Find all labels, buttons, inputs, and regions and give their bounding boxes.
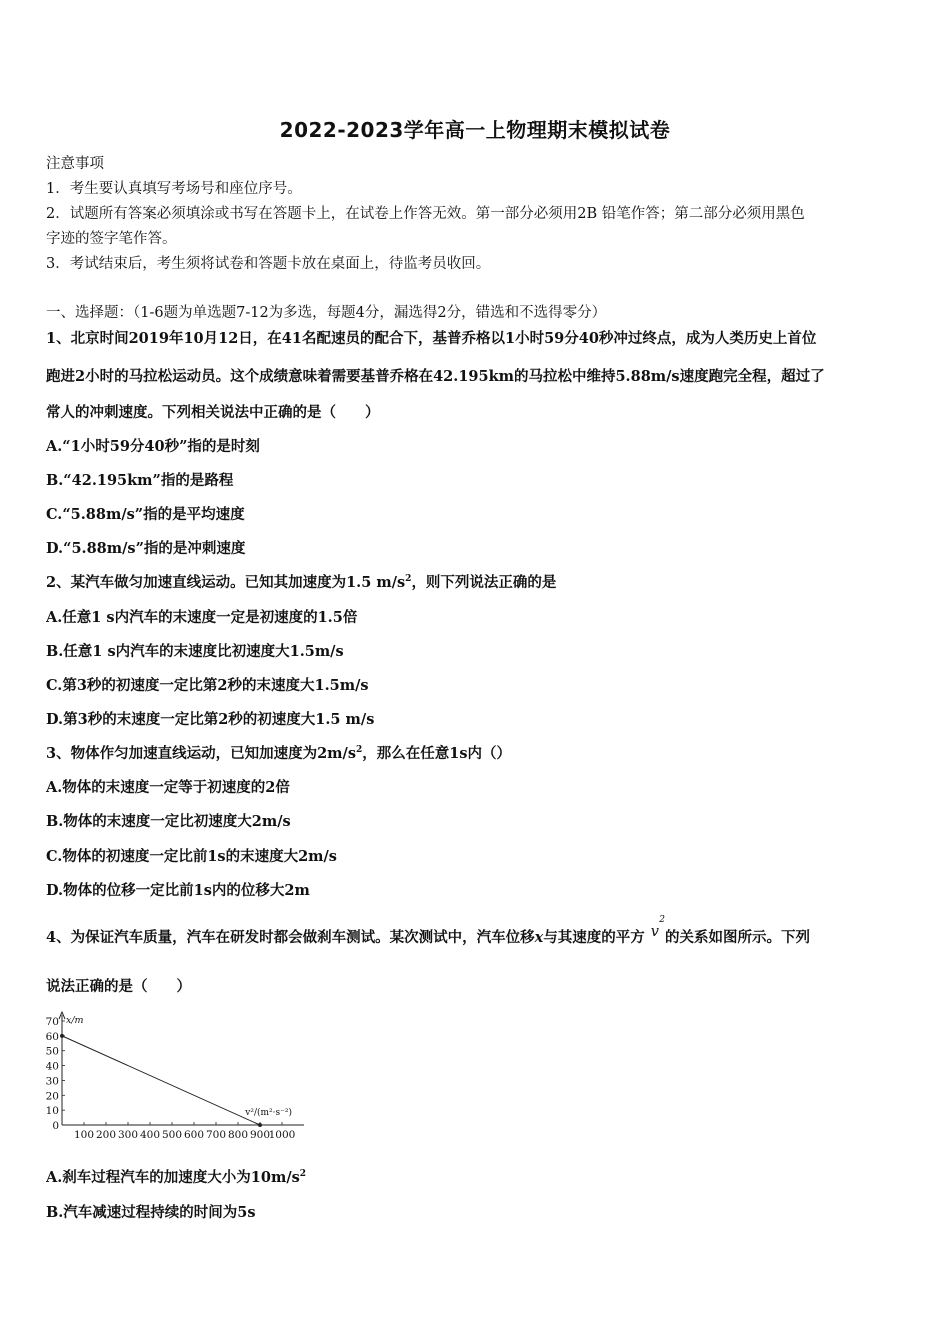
x-tick-label: 100 (73, 1129, 95, 1141)
q4-option-b: B.汽车减速过程持续的时间为5s (46, 1204, 256, 1221)
q1-option-a: A.“1小时59分40秒”指的是时刻 (46, 438, 260, 455)
notice-heading: 注意事项 (46, 156, 104, 172)
notice-item: 3．考试结束后，考生须将试卷和答题卡放在桌面上，待监考员收回。 (46, 256, 491, 272)
x-tick-label: 400 (139, 1129, 161, 1141)
series-line (62, 1036, 260, 1125)
y-tick-label: 20 (45, 1090, 59, 1103)
y-axis-label: x/m (66, 1015, 84, 1026)
y-tick-label: 30 (45, 1075, 59, 1088)
q2-stem: 2、某汽车做匀加速直线运动。已知其加速度为1.5 $m/s^2$，则下列说法正确的是 (46, 574, 557, 591)
q1-stem: 常人的冲刺速度。下列相关说法中正确的是（ ） (46, 404, 380, 421)
x-tick-label: 700 (205, 1129, 227, 1141)
q3-stem: 3、物体作匀加速直线运动，已知加速度为$2m/s^2$，那么在任意1s内（） (46, 745, 512, 762)
q2-option-b: B.任意1 s内汽车的末速度比初速度大1.5m/s (46, 643, 344, 660)
x-tick-label: 0 (52, 1120, 59, 1132)
section-heading: 一、选择题：（1-6题为单选题7-12为多选，每题4分，漏选得2分，错选和不选得零分） (46, 305, 607, 321)
x-v2-graph (40, 1005, 340, 1145)
q1-stem: 1、北京时间2019年10月12日，在41名配速员的配合下，基普乔格以1小时59分40秒冲过终点，成为人类历史上首位 (46, 330, 817, 347)
y-tick-label: 70 (45, 1016, 59, 1028)
y-tick-label: 50 (45, 1045, 59, 1058)
q4-stem: 4、为保证汽车质量，汽车在研发时都会做刹车测试。某次测试中，汽车位移x与其速度的平方 v 2 的关系如图所示。下列 (46, 915, 810, 946)
q2-option-a: A.任意1 s内汽车的末速度一定是初速度的1.5倍 (46, 609, 358, 626)
q3-option-d: D.物体的位移一定比前1s内的位移大2m (46, 882, 310, 899)
q3-option-c: C.物体的初速度一定比前1s的末速度大2m/s (46, 848, 337, 865)
q1-stem: 跑进2小时的马拉松运动员。这个成绩意味着需要基普乔格在42.195km的马拉松中维持5.88m/s速度跑完全程，超过了 (46, 368, 825, 385)
x-tick-label: 900 (249, 1129, 271, 1141)
x-tick-label: 800 (227, 1129, 249, 1141)
q1-option-d: D.“5.88m/s”指的是冲刺速度 (46, 540, 246, 557)
y-tick-label: 40 (45, 1060, 59, 1073)
x-tick-label: 200 (95, 1129, 117, 1141)
q4-option-a: A.刹车过程汽车的加速度大小为$10m/s^2$ (46, 1169, 307, 1186)
q1-option-c: C.“5.88m/s”指的是平均速度 (46, 506, 245, 523)
q1-option-b: B.“42.195km”指的是路程 (46, 472, 234, 489)
q2-option-d: D.第3秒的末速度一定比第2秒的初速度大1.5 m/s (46, 711, 375, 728)
data-point (258, 1123, 262, 1127)
x-tick-label: 600 (183, 1129, 205, 1141)
notice-item: 2．试题所有答案必须填涂或书写在答题卡上，在试卷上作答无效。第一部分必须用2B 铅笔作答；第二部分必须用黑色 (46, 206, 805, 222)
x-tick-label: 1000 (268, 1129, 296, 1141)
data-point (60, 1034, 64, 1038)
notice-item: 字迹的签字笔作答。 (46, 231, 177, 247)
q3-option-b: B.物体的末速度一定比初速度大2m/s (46, 813, 291, 830)
q4-stem: 说法正确的是（ ） (46, 978, 191, 995)
q3-option-a: A.物体的末速度一定等于初速度的2倍 (46, 779, 290, 796)
x-tick-label: 500 (161, 1129, 183, 1141)
page-title: 2022-2023学年高一上物理期末模拟试卷 (279, 118, 671, 142)
x-axis-label: v²/(m²·s⁻²) (245, 1108, 292, 1118)
y-tick-label: 60 (45, 1030, 59, 1043)
q2-option-c: C.第3秒的初速度一定比第2秒的末速度大1.5m/s (46, 677, 369, 694)
x-tick-label: 300 (117, 1129, 139, 1141)
y-tick-label: 10 (45, 1105, 59, 1118)
notice-item: 1．考生要认真填写考场号和座位序号。 (46, 181, 302, 197)
